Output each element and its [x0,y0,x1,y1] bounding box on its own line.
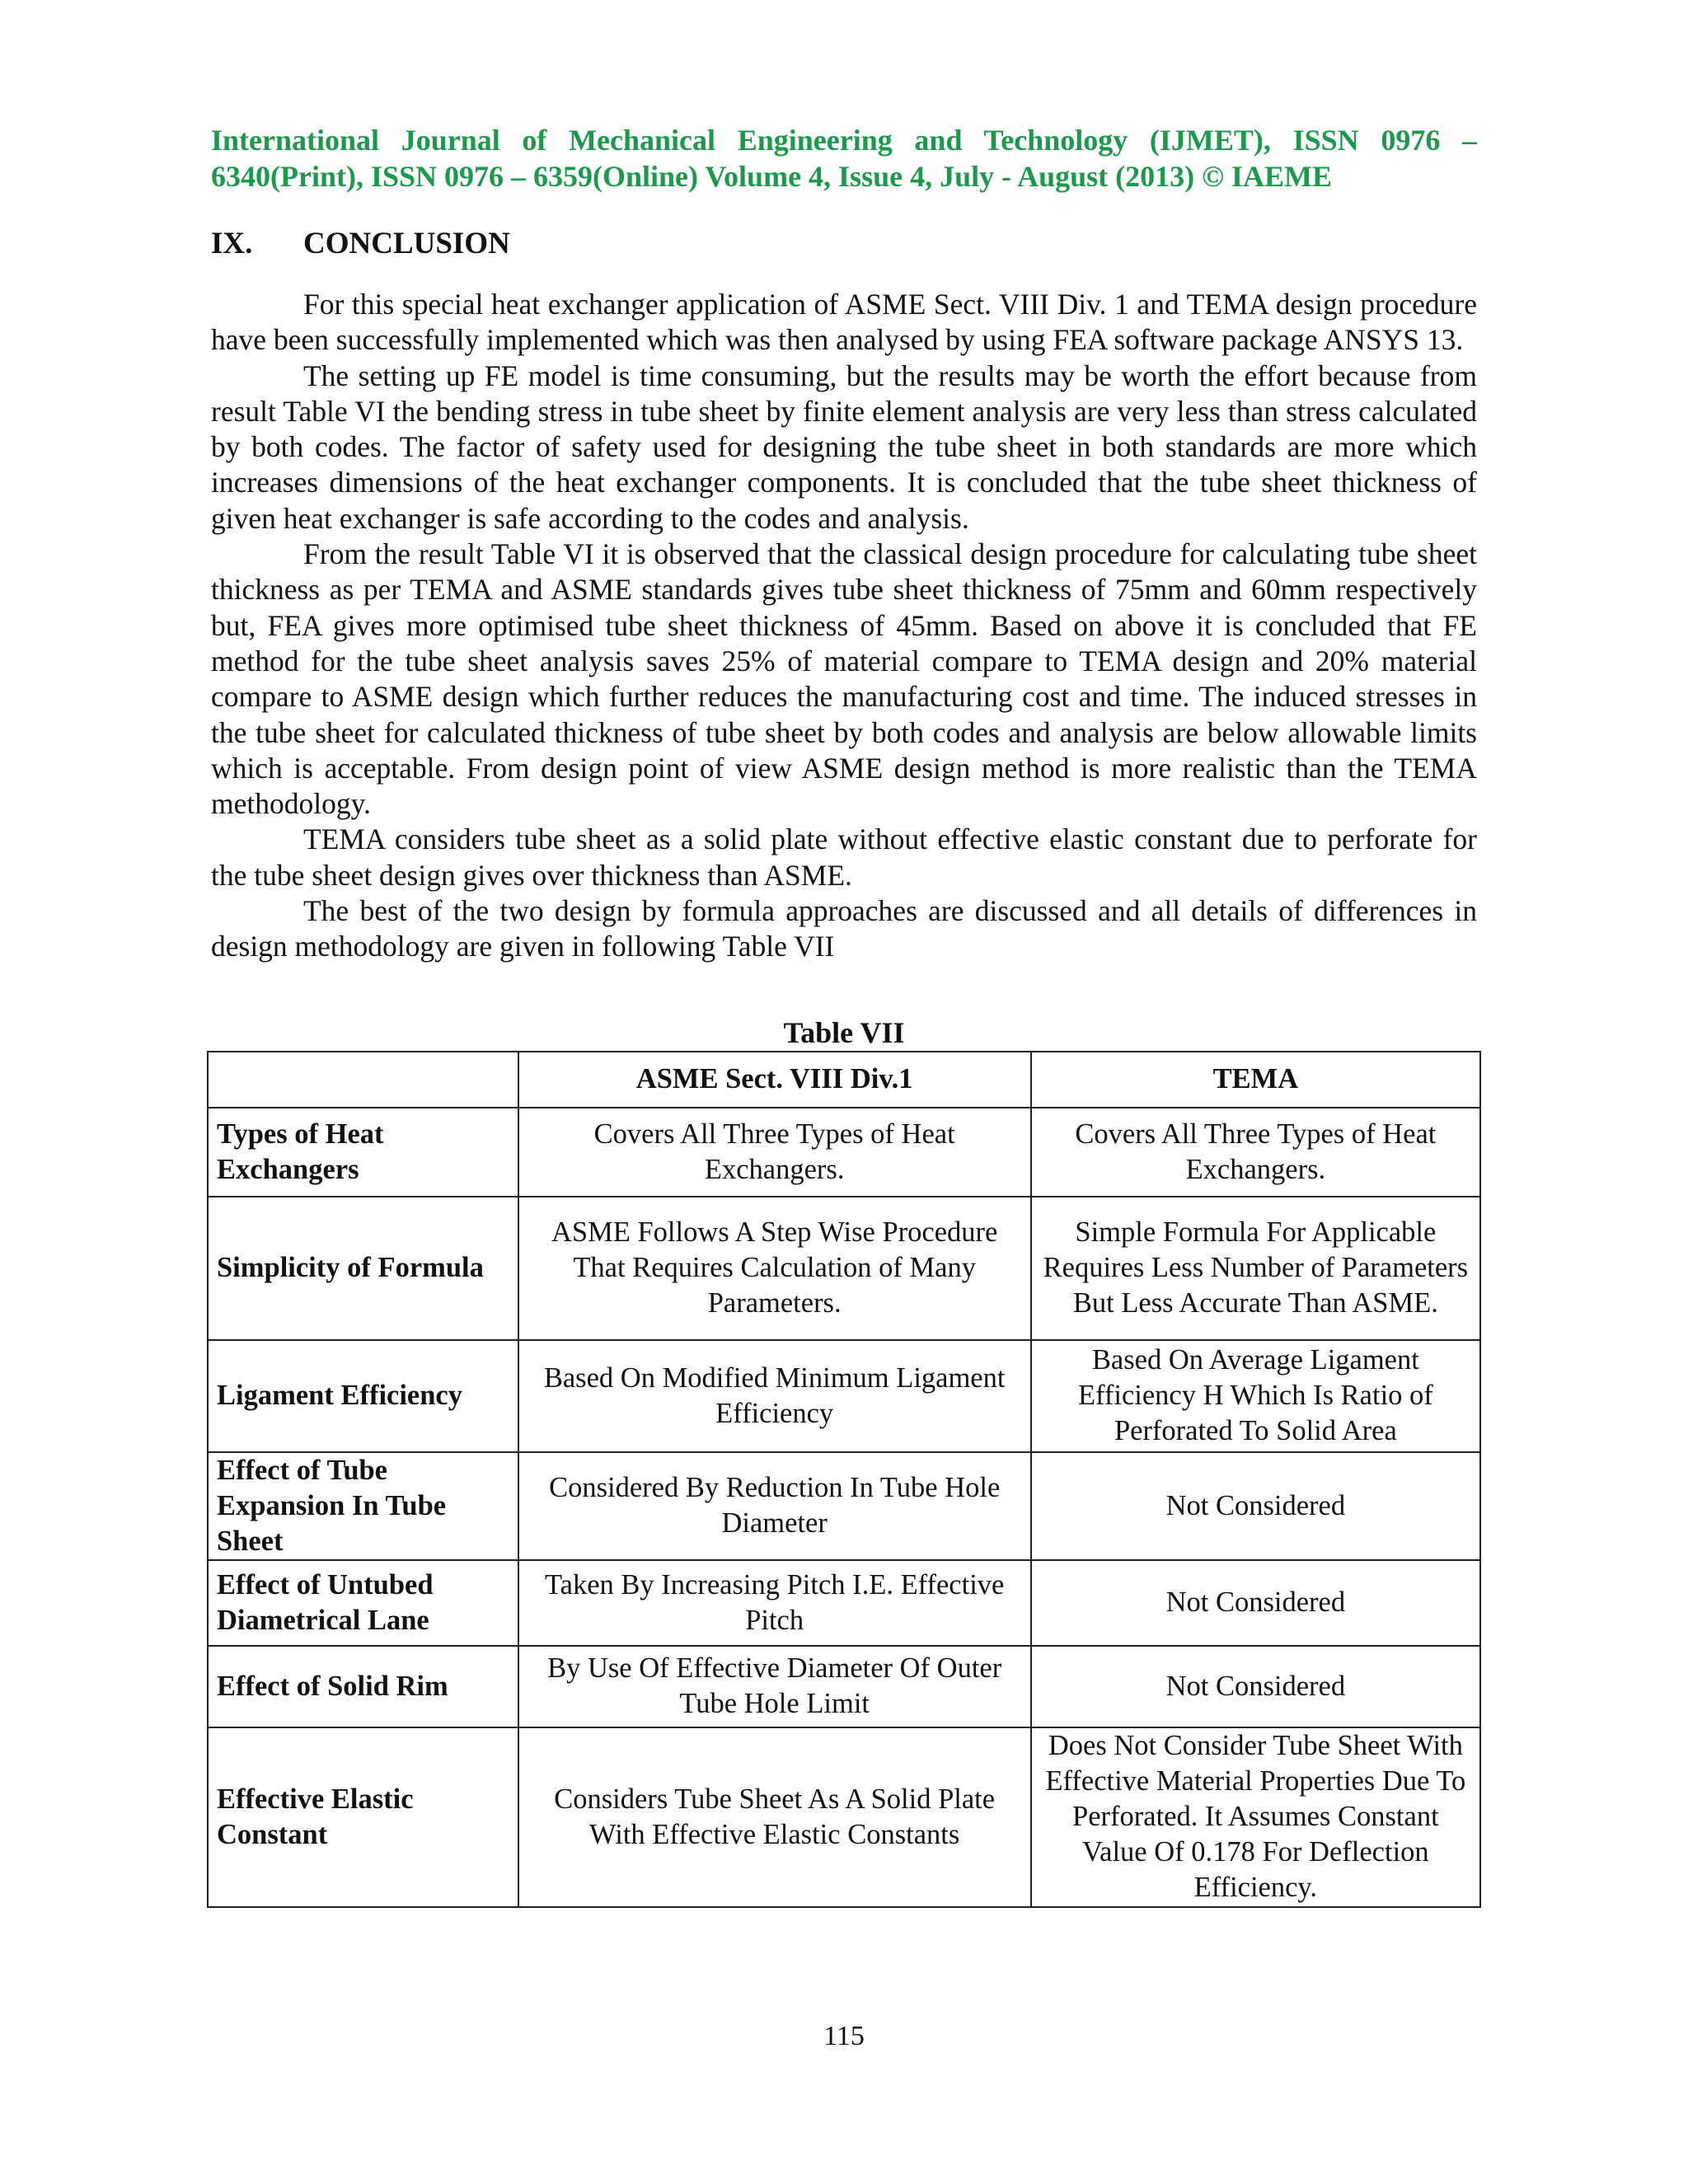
tema-cell: Does Not Consider Tube Sheet With Effective Material Properties Due To Perforated. It Assumes Constant Value Of 0.178 For Deflection Efficiency. [1031,1727,1480,1907]
body-text [211,287,1477,965]
table-row [208,1452,1480,1560]
table-row [208,1197,1480,1340]
row-label: Effect of Tube Expansion In Tube Sheet [208,1452,518,1560]
comparison-table [207,1051,1481,1908]
journal-header: International Journal of Mechanical Engineering and Technology (IJMET), ISSN 0976 – 6340(Print), ISSN 0976 – 6359(Online) Volume 4, Issue 4, July - August (2013) © IAEME [211,124,1477,193]
row-label: Simplicity of Formula [208,1197,518,1340]
page-number: 115 [823,2021,865,2051]
asme-cell: Considers Tube Sheet As A Solid Plate With Effective Elastic Constants [518,1727,1031,1907]
row-label: Effect of Untubed Diametrical Lane [208,1560,518,1646]
table-header-row [208,1052,1480,1108]
paragraph: From the result Table VI it is observed that the classical design procedure for calculating tube sheet thickness as per TEMA and ASME standards gives tube sheet thickness of 75mm and 60mm respectively but, FEA gives more optimised tube sheet thickness of 45mm. Based on above it is concluded that FE method for the tube sheet analysis saves 25% of material compare to TEMA design and 20% material compare to ASME design which further reduces the manufacturing cost and time. The induced stresses in the tube sheet for calculated thickness of tube sheet by both codes and analysis are below allowable limits which is acceptable. From design point of view ASME design method is more realistic than the TEMA methodology. [211,537,1477,821]
section-heading [211,226,1477,262]
table-row [208,1340,1480,1452]
row-label: Types of Heat Exchangers [208,1108,518,1197]
table-row [208,1646,1480,1727]
paragraph: TEMA considers tube sheet as a solid plate without effective elastic constant due to perforate for the tube sheet design gives over thickness than ASME. [211,823,1477,892]
paragraph: For this special heat exchanger application of ASME Sect. VIII Div. 1 and TEMA design procedure have been successfully implemented which was then analysed by using FEA software package ANSYS 13. [211,288,1477,357]
section-number: IX. [211,227,253,260]
row-label: Effect of Solid Rim [208,1646,518,1727]
tema-cell: Simple Formula For Applicable Requires Less Number of Parameters But Less Accurate Than ASME. [1031,1197,1480,1340]
tema-cell: Covers All Three Types of Heat Exchangers. [1031,1108,1480,1197]
table-row [208,1560,1480,1646]
table-header-cell [208,1052,518,1108]
page-content [211,122,1477,1908]
row-label: Effective Elastic Constant [208,1727,518,1907]
paragraph: The best of the two design by formula approaches are discussed and all details of differences in design methodology are given in following Table VII [211,894,1477,963]
asme-cell: Covers All Three Types of Heat Exchangers. [518,1108,1031,1197]
table-header-cell: TEMA [1031,1052,1480,1108]
section-title: CONCLUSION [303,227,510,260]
table-row [208,1108,1480,1197]
row-label: Ligament Efficiency [208,1340,518,1452]
asme-cell: Considered By Reduction In Tube Hole Diameter [518,1452,1031,1560]
table-header-cell: ASME Sect. VIII Div.1 [518,1052,1031,1108]
asme-cell: Based On Modified Minimum Ligament Efficiency [518,1340,1031,1452]
asme-cell: Taken By Increasing Pitch I.E. Effective Pitch [518,1560,1031,1646]
tema-cell: Based On Average Ligament Efficiency H Which Is Ratio of Perforated To Solid Area [1031,1340,1480,1452]
asme-cell: ASME Follows A Step Wise Procedure That Requires Calculation of Many Parameters. [518,1197,1031,1340]
paragraph: The setting up FE model is time consuming, but the results may be worth the effort because from result Table VI the bending stress in tube sheet by finite element analysis are very less than stress calculated by both codes. The factor of safety used for designing the tube sheet in both standards are more which increases dimensions of the heat exchanger components. It is concluded that the tube sheet thickness of given heat exchanger is safe according to the codes and analysis. [211,359,1477,535]
tema-cell: Not Considered [1031,1560,1480,1646]
asme-cell: By Use Of Effective Diameter Of Outer Tube Hole Limit [518,1646,1031,1727]
table-title: Table VII [783,1015,905,1049]
table-row [208,1727,1480,1907]
tema-cell: Not Considered [1031,1452,1480,1560]
tema-cell: Not Considered [1031,1646,1480,1727]
